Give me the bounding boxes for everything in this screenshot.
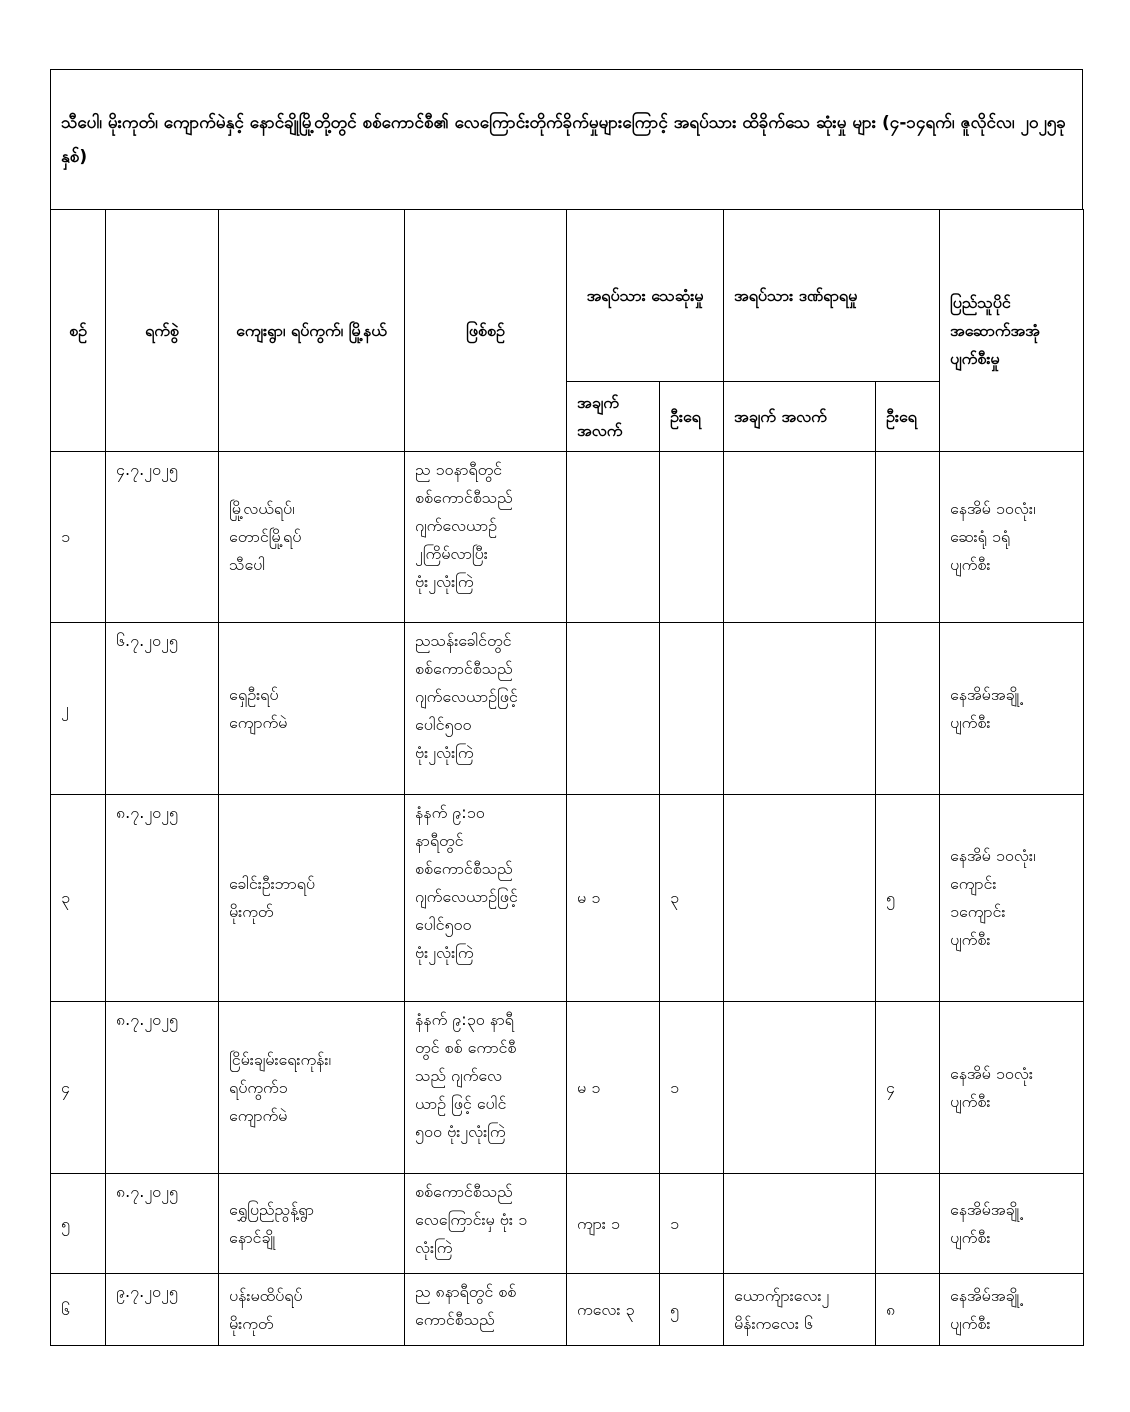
row-injury-detail <box>724 452 876 623</box>
row-injury-count: ၄ <box>876 1002 940 1174</box>
row-incident: နံနက် ၉:၁၀ နာရီတွင် စစ်ကောင်စီသည် ဂျက်လေယာဉ်ဖြင့် ပေါင်၅၀၀ ဗုံး၂လုံးကြဲ <box>405 795 567 1002</box>
row-property: နေအိမ် ၁၀လုံး၊ ကျောင်း ၁ကျောင်း ပျက်စီး <box>940 795 1084 1002</box>
row-injury-count: ၈ <box>876 1274 940 1346</box>
row-injury-count <box>876 623 940 795</box>
header-injuries: အရပ်သား ဒဏ်ရာရမှု <box>724 210 940 382</box>
row-no: ၄ <box>51 1002 106 1174</box>
row-death-count: ၁ <box>660 1174 724 1274</box>
table-row <box>51 1174 1084 1274</box>
header-property: ပြည်သူပိုင် အဆောက်အအုံ ပျက်စီးမှု <box>940 210 1084 452</box>
header-death-count: ဦးရေ <box>660 382 724 452</box>
document <box>50 69 1083 1346</box>
incident-table <box>50 209 1084 1346</box>
row-no: ၆ <box>51 1274 106 1346</box>
table-row <box>51 623 1084 795</box>
row-incident: နံနက် ၉:၃၀ နာရီ တွင် စစ် ကောင်စီ သည် ဂျက်လေ ယာဉ် ဖြင့် ပေါင် ၅၀၀ ဗုံး၂လုံးကြဲ <box>405 1002 567 1174</box>
row-death-detail: မ ၁ <box>567 1002 660 1174</box>
row-incident: စစ်ကောင်စီသည် လေကြောင်းမှ ဗုံး ၁ လုံးကြဲ <box>405 1174 567 1274</box>
row-incident: ည ၈နာရီတွင် စစ် ကောင်စီသည် <box>405 1274 567 1346</box>
row-death-detail: ကျား ၁ <box>567 1174 660 1274</box>
header-date: ရက်စွဲ <box>106 210 219 452</box>
row-no: ၂ <box>51 623 106 795</box>
row-death-count: ၃ <box>660 795 724 1002</box>
row-property: နေအိမ် ၁၀လုံး၊ ဆေးရုံ ၁ရုံ ပျက်စီး <box>940 452 1084 623</box>
row-incident: ည ၁၀နာရီတွင် စစ်ကောင်စီသည် ဂျက်လေယာဉ် ၂ကြိမ်လာပြီး ဗုံး၂လုံးကြဲ <box>405 452 567 623</box>
row-death-count <box>660 623 724 795</box>
row-incident: ညသန်းခေါင်တွင် စစ်ကောင်စီသည် ဂျက်လေယာဉ်ဖြင့် ပေါင်၅၀၀ ဗုံး၂လုံးကြဲ <box>405 623 567 795</box>
row-location: ရှေဦးရပ် ကျောက်မဲ <box>219 623 405 795</box>
header-location: ကျေးရွာ၊ ရပ်ကွက်၊ မြို့နယ် <box>219 210 405 452</box>
row-death-detail <box>567 623 660 795</box>
row-location: ငြိမ်းချမ်းရေးကုန်း၊ ရပ်ကွက်၁ ကျောက်မဲ <box>219 1002 405 1174</box>
row-death-count: ၅ <box>660 1274 724 1346</box>
table-row <box>51 795 1084 1002</box>
row-property: နေအိမ်အချို့ ပျက်စီး <box>940 1274 1084 1346</box>
row-date: ၄.၇.၂၀၂၅ <box>106 452 219 623</box>
row-property: နေအိမ်အချို့ ပျက်စီး <box>940 1174 1084 1274</box>
header-death-detail: အချက် အလက် <box>567 382 660 452</box>
row-date: ၈.၇.၂၀၂၅ <box>106 1174 219 1274</box>
row-death-count: ၁ <box>660 1002 724 1174</box>
row-date: ၈.၇.၂၀၂၅ <box>106 795 219 1002</box>
table-row <box>51 1274 1084 1346</box>
header-no: စဉ် <box>51 210 106 452</box>
row-property: နေအိမ် ၁၀လုံး ပျက်စီး <box>940 1002 1084 1174</box>
row-injury-detail <box>724 1002 876 1174</box>
row-location: ပန်းမထိပ်ရပ် မိုးကုတ် <box>219 1274 405 1346</box>
row-injury-count: ၅ <box>876 795 940 1002</box>
header-injury-count: ဦးရေ <box>876 382 940 452</box>
row-injury-detail <box>724 1174 876 1274</box>
row-location: မြို့လယ်ရပ်၊ တောင်မြို့ရပ် သီပေါ <box>219 452 405 623</box>
table-row <box>51 1002 1084 1174</box>
row-no: ၃ <box>51 795 106 1002</box>
row-no: ၅ <box>51 1174 106 1274</box>
document-title: သီပေါ၊ မိုးကုတ်၊ ကျောက်မဲနှင့် နောင်ချိုမြို့တို့တွင် စစ်ကောင်စီ၏ လေကြောင်းတိုက်ခိုက်မှုများကြောင့် အရပ်သား ထိခိုက်သေ ဆုံးမှု များ (၄-၁၄ရက်၊ ဇူလိုင်လ၊ ၂၀၂၅ခုနှစ်) <box>50 69 1083 209</box>
row-injury-detail: ယောက်ျားလေး၂ မိန်းကလေး ၆ <box>724 1274 876 1346</box>
row-date: ၈.၇.၂၀၂၅ <box>106 1002 219 1174</box>
row-injury-detail <box>724 795 876 1002</box>
header-deaths: အရပ်သား သေဆုံးမှု <box>567 210 724 382</box>
row-death-count <box>660 452 724 623</box>
row-location: ခေါင်းဦးဘာရပ် မိုးကုတ် <box>219 795 405 1002</box>
row-injury-count <box>876 1174 940 1274</box>
row-death-detail: ကလေး ၃ <box>567 1274 660 1346</box>
row-injury-detail <box>724 623 876 795</box>
row-location: ရွှေပြည်ညွန့်ရွာ နောင်ချို <box>219 1174 405 1274</box>
row-death-detail <box>567 452 660 623</box>
row-property: နေအိမ်အချို့ ပျက်စီး <box>940 623 1084 795</box>
row-no: ၁ <box>51 452 106 623</box>
header-injury-detail: အချက် အလက် <box>724 382 876 452</box>
row-injury-count <box>876 452 940 623</box>
table-row <box>51 452 1084 623</box>
row-death-detail: မ ၁ <box>567 795 660 1002</box>
row-date: ၉.၇.၂၀၂၅ <box>106 1274 219 1346</box>
row-date: ၆.၇.၂၀၂၅ <box>106 623 219 795</box>
header-incident: ဖြစ်စဉ် <box>405 210 567 452</box>
